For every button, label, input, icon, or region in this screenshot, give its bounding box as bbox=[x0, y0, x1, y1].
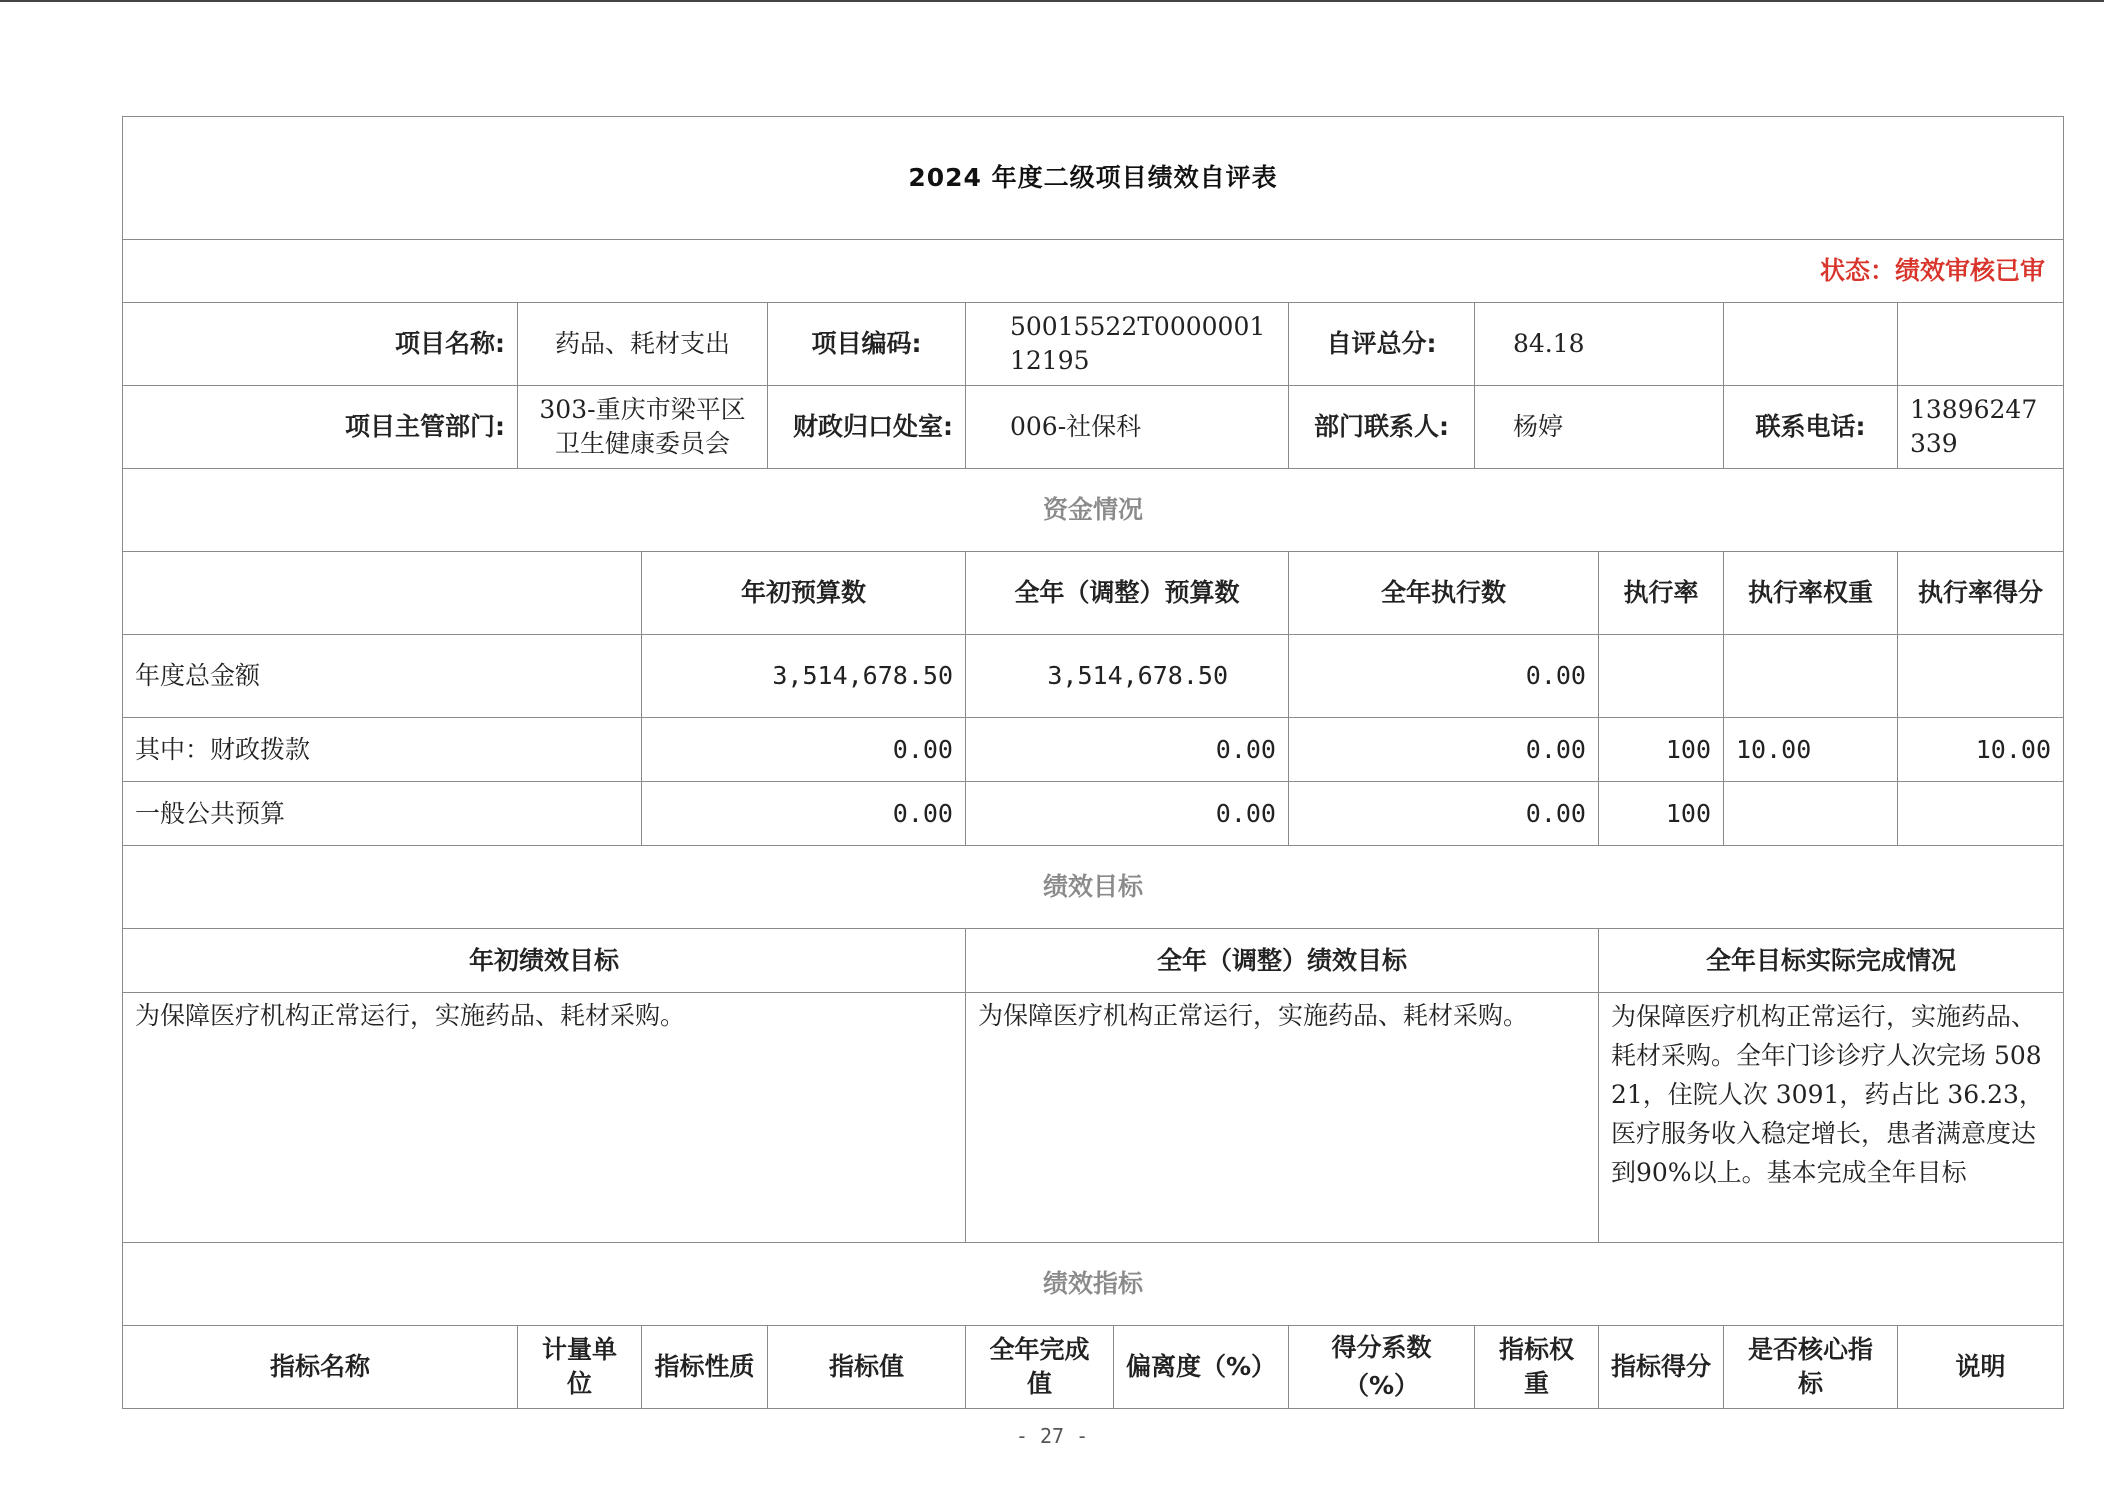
ind-header-coefficient: 得分系数（%） bbox=[1289, 1326, 1475, 1409]
funds-row-weight bbox=[1724, 635, 1898, 718]
funds-row-name: 其中：财政拨款 bbox=[123, 718, 642, 782]
page-top-border bbox=[0, 0, 2104, 2]
funds-header-adjusted: 全年（调整）预算数 bbox=[966, 552, 1289, 635]
funds-row-score bbox=[1898, 635, 2064, 718]
form-title: 2024 年度二级项目绩效自评表 bbox=[123, 117, 2064, 240]
funds-header-weight: 执行率权重 bbox=[1724, 552, 1898, 635]
funds-header-initial: 年初预算数 bbox=[642, 552, 966, 635]
ind-header-weight: 指标权重 bbox=[1475, 1326, 1599, 1409]
goals-header-adjusted: 全年（调整）绩效目标 bbox=[966, 929, 1599, 993]
project-code-label: 项目编码: bbox=[768, 303, 966, 386]
funds-row-adjusted: 0.00 bbox=[966, 782, 1289, 846]
goal-adjusted-text: 为保障医疗机构正常运行，实施药品、耗材采购。 bbox=[966, 993, 1599, 1243]
funds-row-name: 一般公共预算 bbox=[123, 782, 642, 846]
empty-cell bbox=[1724, 303, 1898, 386]
goal-initial-text: 为保障医疗机构正常运行，实施药品、耗材采购。 bbox=[123, 993, 966, 1243]
funds-row-rate bbox=[1599, 635, 1724, 718]
funds-header-executed: 全年执行数 bbox=[1289, 552, 1599, 635]
funds-row-name: 年度总金额 bbox=[123, 635, 642, 718]
funds-row-rate: 100 bbox=[1599, 782, 1724, 846]
funds-row-executed: 0.00 bbox=[1289, 718, 1599, 782]
ind-header-nature: 指标性质 bbox=[642, 1326, 768, 1409]
evaluation-form-table bbox=[122, 116, 2064, 1409]
ind-header-name: 指标名称 bbox=[123, 1326, 518, 1409]
goals-section-title: 绩效目标 bbox=[123, 846, 2064, 929]
self-score-value: 84.18 bbox=[1475, 303, 1724, 386]
project-code-value: 50015522T000000112195 bbox=[966, 303, 1289, 386]
funds-row-adjusted: 3,514,678.50 bbox=[966, 635, 1289, 718]
finance-office-value: 006-社保科 bbox=[966, 386, 1289, 469]
contact-value: 杨婷 bbox=[1475, 386, 1724, 469]
ind-header-completed: 全年完成值 bbox=[966, 1326, 1114, 1409]
ind-header-score: 指标得分 bbox=[1599, 1326, 1724, 1409]
project-name-value: 药品、耗材支出 bbox=[518, 303, 768, 386]
funds-row-initial: 0.00 bbox=[642, 782, 966, 846]
funds-row-initial: 0.00 bbox=[642, 718, 966, 782]
goals-header-initial: 年初绩效目标 bbox=[123, 929, 966, 993]
finance-office-label: 财政归口处室: bbox=[768, 386, 966, 469]
project-name-label: 项目名称: bbox=[123, 303, 518, 386]
funds-row-weight: 10.00 bbox=[1724, 718, 1898, 782]
ind-header-core: 是否核心指标 bbox=[1724, 1326, 1898, 1409]
funds-header-score: 执行率得分 bbox=[1898, 552, 2064, 635]
funds-row-weight bbox=[1724, 782, 1898, 846]
phone-label: 联系电话: bbox=[1724, 386, 1898, 469]
table-row bbox=[123, 782, 2064, 846]
goal-actual-text: 为保障医疗机构正常运行，实施药品、耗材采购。全年门诊诊疗人次完场 50821，住院人次 3091，药占比 36.23，医疗服务收入稳定增长，患者满意度达到90%以上。基本完成全年目标 bbox=[1599, 993, 2064, 1243]
funds-row-score bbox=[1898, 782, 2064, 846]
page-number: - 27 - bbox=[1015, 1424, 1089, 1448]
table-row bbox=[123, 718, 2064, 782]
funds-row-executed: 0.00 bbox=[1289, 782, 1599, 846]
funds-row-initial: 3,514,678.50 bbox=[642, 635, 966, 718]
funds-section-title: 资金情况 bbox=[123, 469, 2064, 552]
ind-header-value: 指标值 bbox=[768, 1326, 966, 1409]
funds-row-rate: 100 bbox=[1599, 718, 1724, 782]
funds-row-executed: 0.00 bbox=[1289, 635, 1599, 718]
status-badge: 状态：绩效审核已审 bbox=[123, 240, 2064, 303]
ind-header-note: 说明 bbox=[1898, 1326, 2064, 1409]
funds-header-blank bbox=[123, 552, 642, 635]
dept-label: 项目主管部门: bbox=[123, 386, 518, 469]
funds-row-score: 10.00 bbox=[1898, 718, 2064, 782]
funds-row-adjusted: 0.00 bbox=[966, 718, 1289, 782]
ind-header-unit: 计量单位 bbox=[518, 1326, 642, 1409]
empty-cell bbox=[1898, 303, 2064, 386]
indicators-section-title: 绩效指标 bbox=[123, 1243, 2064, 1326]
goals-header-actual: 全年目标实际完成情况 bbox=[1599, 929, 2064, 993]
table-row bbox=[123, 635, 2064, 718]
ind-header-deviation: 偏离度（%） bbox=[1114, 1326, 1289, 1409]
phone-value: 13896247339 bbox=[1898, 386, 2064, 469]
funds-header-rate: 执行率 bbox=[1599, 552, 1724, 635]
self-score-label: 自评总分: bbox=[1289, 303, 1475, 386]
contact-label: 部门联系人: bbox=[1289, 386, 1475, 469]
dept-value: 303-重庆市梁平区卫生健康委员会 bbox=[518, 386, 768, 469]
